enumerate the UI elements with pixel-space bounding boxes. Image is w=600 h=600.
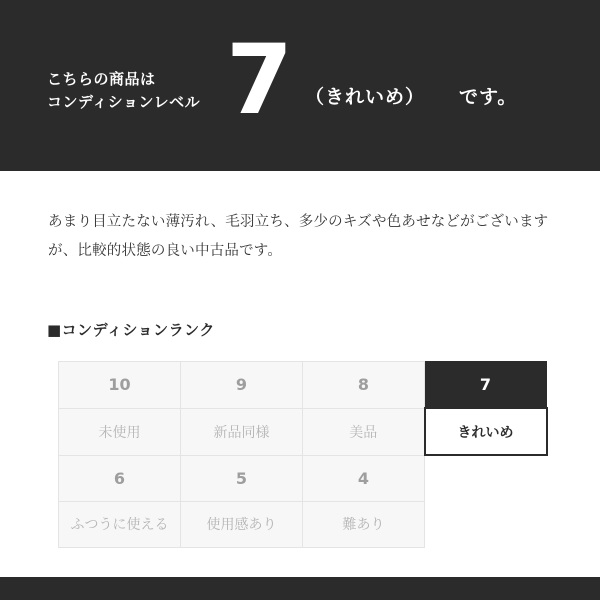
table-row — [59, 408, 547, 455]
condition-level-label: （きれいめ） — [304, 86, 425, 108]
condition-description: あまり目立たない薄汚れ、毛羽立ち、多少のキズや色あせなどがございますが、比較的状態の良い中古品です。 — [48, 214, 549, 259]
table-row — [59, 501, 547, 547]
header-lead-line1: こちらの商品は — [47, 70, 156, 88]
rank-section-heading: ■コンディションランク — [47, 321, 215, 339]
rank-number-cell-selected: 7 — [425, 362, 547, 409]
rank-label-cell: 使用感あり — [181, 501, 303, 547]
rank-label-cell: 新品同様 — [181, 408, 303, 455]
rank-empty-cell — [425, 455, 547, 501]
footer-band — [0, 577, 600, 600]
header-suffix-text: です。 — [458, 86, 518, 108]
rank-number-cell: 5 — [181, 455, 303, 501]
rank-number-cell: 10 — [59, 362, 181, 409]
rank-label-cell: 未使用 — [59, 408, 181, 455]
table-row — [59, 362, 547, 409]
rank-number-cell: 6 — [59, 455, 181, 501]
condition-level-number: 7 — [226, 23, 291, 136]
rank-label-cell: ふつうに使える — [59, 501, 181, 547]
header-lead-text — [47, 52, 200, 113]
rank-label-cell: 美品 — [303, 408, 425, 455]
header-band — [0, 0, 600, 165]
header-lead-line2: コンディションレベル — [47, 92, 201, 111]
rank-label-cell: 難あり — [303, 501, 425, 547]
body-panel — [0, 171, 600, 577]
rank-number-cell: 9 — [181, 362, 303, 409]
rank-label-cell-selected: きれいめ — [425, 408, 547, 455]
rank-number-cell: 8 — [303, 362, 425, 409]
rank-number-cell: 4 — [303, 455, 425, 501]
rank-empty-cell — [425, 501, 547, 547]
condition-rank-table — [58, 361, 548, 548]
table-row — [59, 455, 547, 501]
